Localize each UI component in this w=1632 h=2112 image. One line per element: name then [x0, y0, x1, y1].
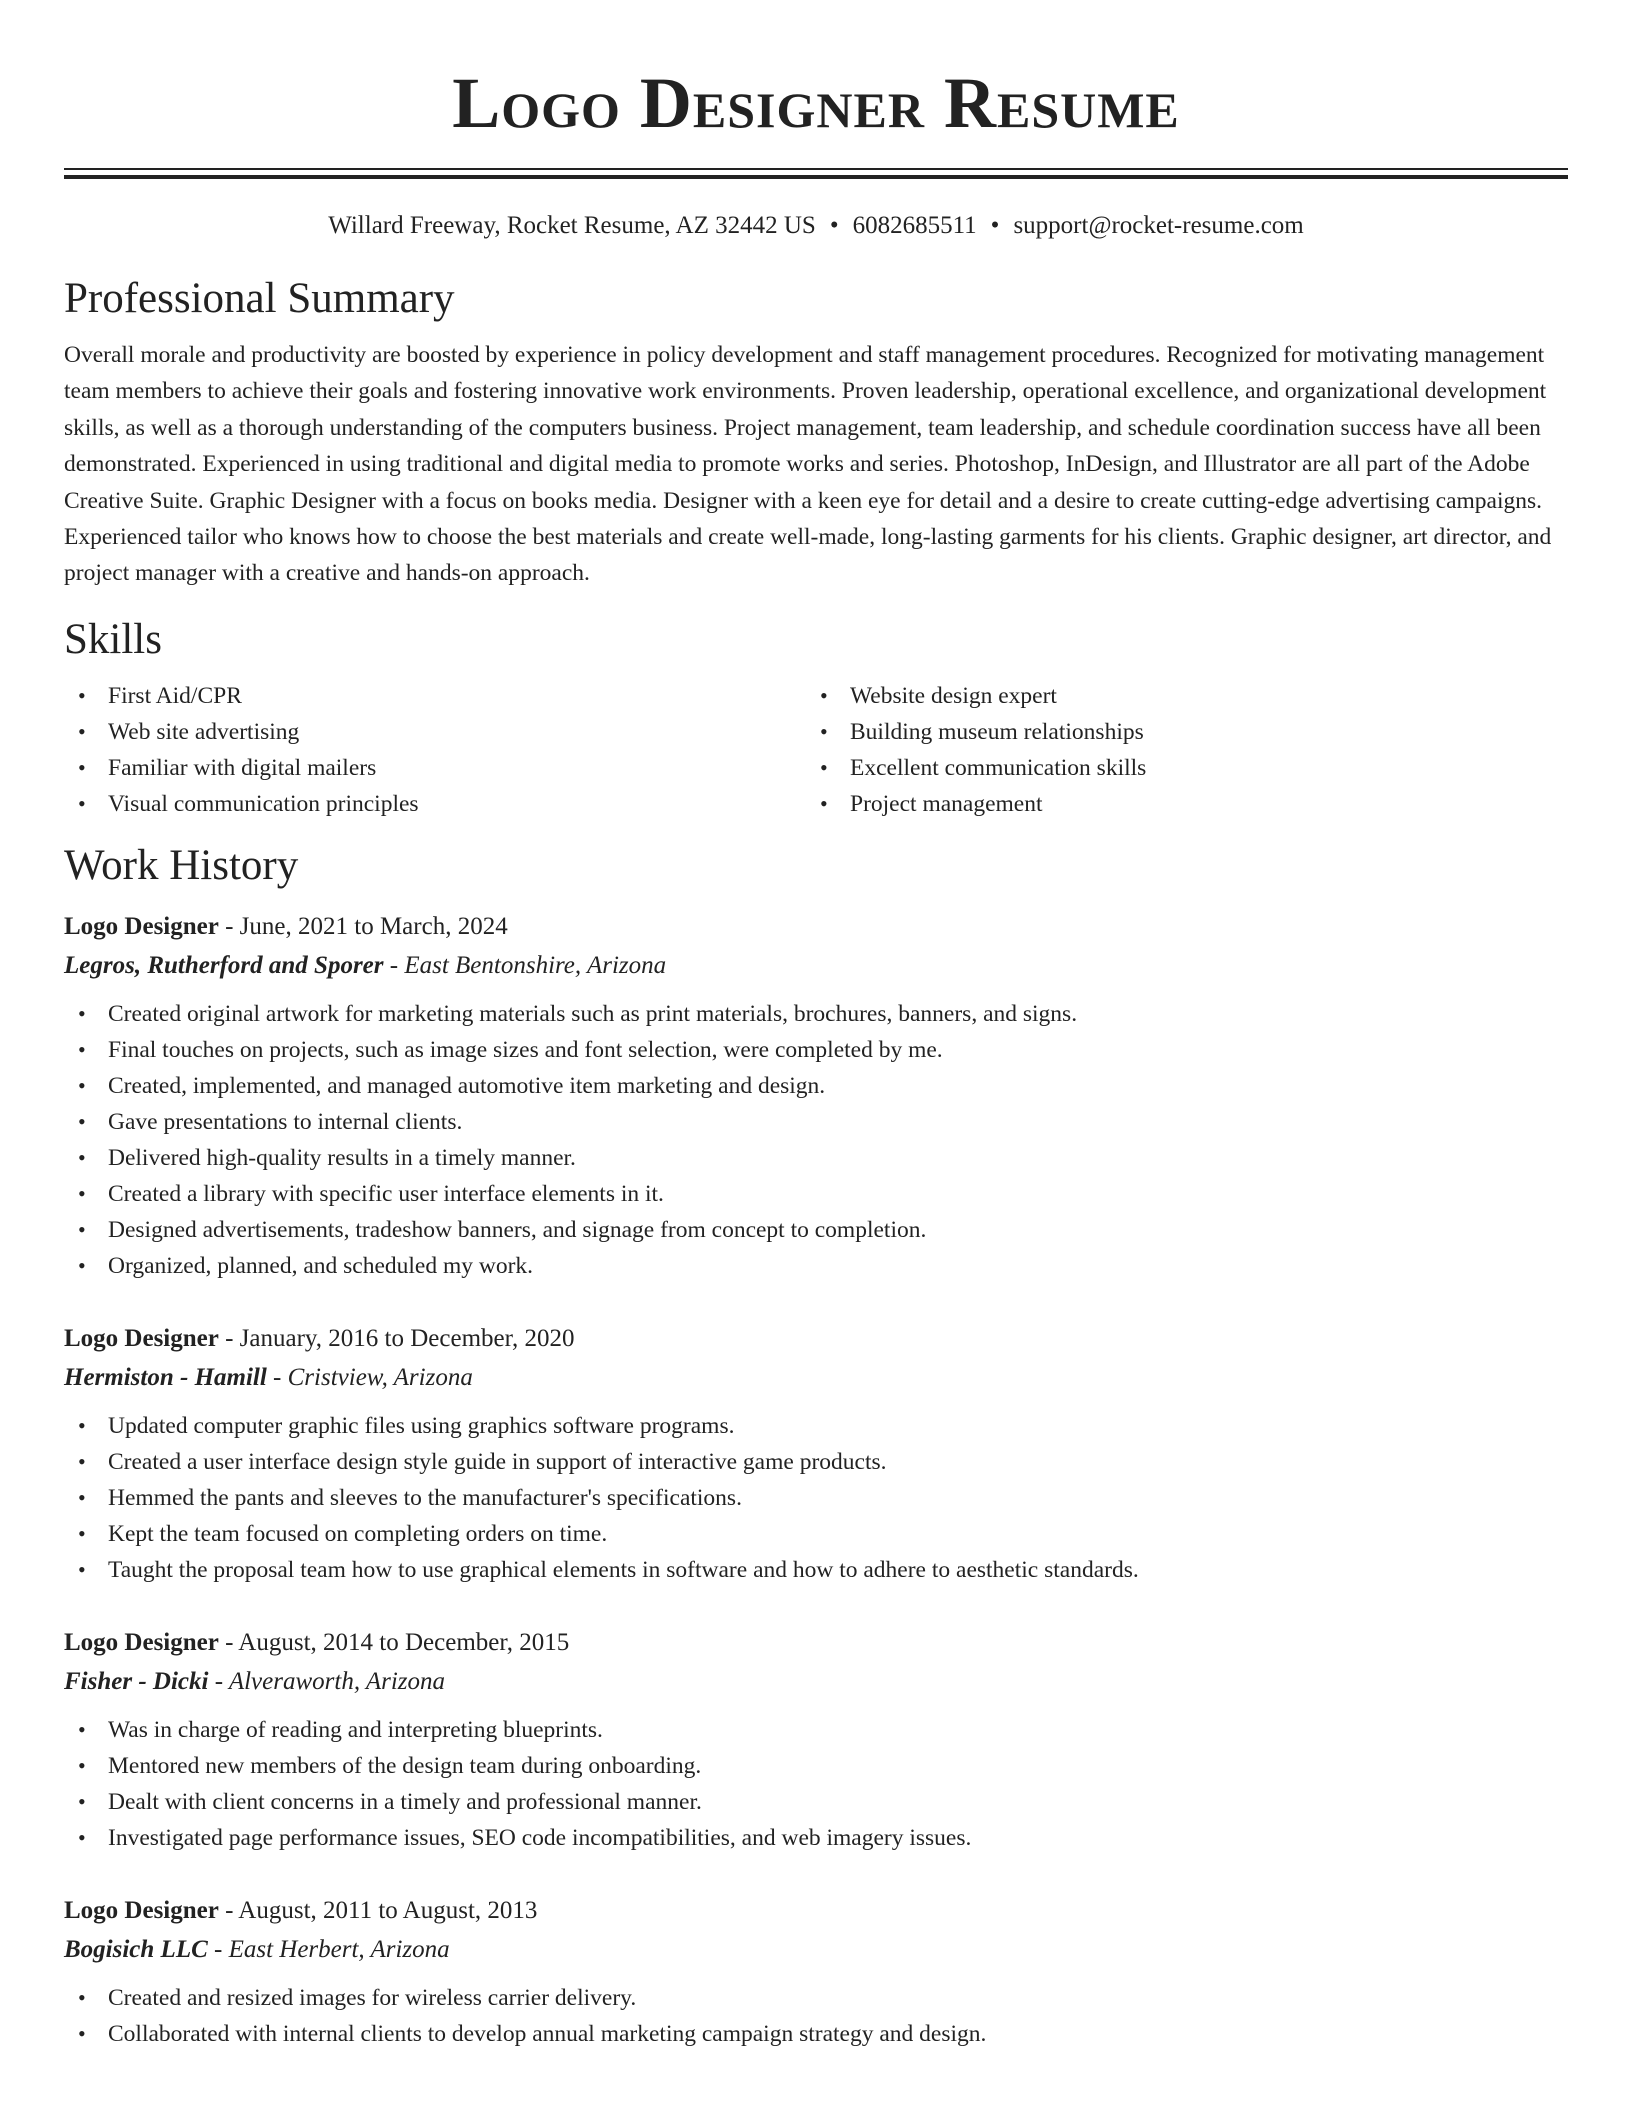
skills-column-left	[64, 678, 806, 822]
job-company: Bogisich LLC	[64, 1935, 208, 1963]
skill-item: • Visual communication principles	[64, 786, 806, 822]
job-company: Legros, Rutherford and Sporer	[64, 951, 384, 979]
job-company-line	[64, 1930, 1568, 1970]
job-location: - Cristview, Arizona	[266, 1363, 473, 1391]
job-duty: • Collaborated with internal clients to develop annual marketing campaign strategy and design.	[64, 2016, 1568, 2052]
skills-list	[64, 678, 1568, 822]
job-duty: • Created original artwork for marketing materials such as print materials, brochures, banners, and signs.	[64, 996, 1568, 1032]
skill-item: • Project management	[806, 786, 1548, 822]
job-location: - East Bentonshire, Arizona	[383, 951, 667, 979]
job-dates: - January, 2016 to December, 2020	[218, 1324, 575, 1352]
job-location: - Alveraworth, Arizona	[208, 1667, 446, 1695]
job-duty: • Designed advertisements, tradeshow banners, and signage from concept to completion.	[64, 1212, 1568, 1248]
contact-address: Willard Freeway, Rocket Resume, AZ 32442 US	[328, 212, 816, 239]
job-title-line	[64, 1320, 1568, 1358]
contact-phone: 6082685511	[852, 212, 977, 239]
job-duty: • Kept the team focused on completing orders on time.	[64, 1516, 1568, 1552]
job-duty: • Organized, planned, and scheduled my work.	[64, 1248, 1568, 1284]
job-duties	[64, 1980, 1568, 2052]
skill-item: • Excellent communication skills	[806, 750, 1548, 786]
work-history-heading: Work History	[64, 841, 299, 889]
job-duty: • Updated computer graphic files using graphics software programs.	[64, 1408, 1568, 1444]
job-duty: • Taught the proposal team how to use graphical elements in software and how to adhere to aesthetic standards.	[64, 1552, 1568, 1588]
job-company: Hermiston - Hamill	[64, 1363, 267, 1391]
job-title-line	[64, 1892, 1568, 1930]
job-entry	[64, 1320, 1568, 1588]
job-duty: • Final touches on projects, such as image sizes and font selection, were completed by me.	[64, 1032, 1568, 1068]
job-duty: • Hemmed the pants and sleeves to the manufacturer's specifications.	[64, 1480, 1568, 1516]
job-duty: • Investigated page performance issues, SEO code incompatibilities, and web imagery issues.	[64, 1820, 1568, 1856]
job-duty: • Mentored new members of the design team during onboarding.	[64, 1748, 1568, 1784]
job-entry	[64, 908, 1568, 1284]
job-duty: • Created and resized images for wireless carrier delivery.	[64, 1980, 1568, 2016]
job-entry	[64, 1892, 1568, 2052]
skill-item: • Website design expert	[806, 678, 1548, 714]
job-duty: • Delivered high-quality results in a timely manner.	[64, 1140, 1568, 1176]
contact-email: support@rocket-resume.com	[1013, 212, 1304, 239]
contact-separator: •	[829, 212, 839, 239]
job-title-line	[64, 1624, 1568, 1662]
resume-page	[64, 0, 1568, 2052]
job-duties	[64, 1408, 1568, 1588]
job-dates: - August, 2011 to August, 2013	[218, 1896, 538, 1924]
title-divider-thick	[64, 175, 1568, 179]
job-duties	[64, 1712, 1568, 1856]
job-dates: - June, 2021 to March, 2024	[218, 912, 508, 940]
skills-heading: Skills	[64, 615, 162, 663]
job-company-line	[64, 946, 1568, 986]
job-duty: • Created a user interface design style guide in support of interactive game products.	[64, 1444, 1568, 1480]
job-dates: - August, 2014 to December, 2015	[218, 1628, 570, 1656]
job-entry	[64, 1624, 1568, 1856]
skill-item: • Building museum relationships	[806, 714, 1548, 750]
job-company-line	[64, 1358, 1568, 1398]
job-duty: • Was in charge of reading and interpreting blueprints.	[64, 1712, 1568, 1748]
skill-item: • Web site advertising	[64, 714, 806, 750]
job-role: Logo Designer	[64, 1896, 219, 1924]
title-divider-thin	[64, 168, 1568, 170]
job-duty: • Dealt with client concerns in a timely and professional manner.	[64, 1784, 1568, 1820]
job-duty: • Created a library with specific user interface elements in it.	[64, 1176, 1568, 1212]
job-role: Logo Designer	[64, 1324, 219, 1352]
job-duty: • Created, implemented, and managed automotive item marketing and design.	[64, 1068, 1568, 1104]
page-title: Logo Designer Resume	[452, 63, 1180, 143]
job-company-line	[64, 1662, 1568, 1702]
job-title-line	[64, 908, 1568, 946]
skill-item: • Familiar with digital mailers	[64, 750, 806, 786]
contact-info	[64, 209, 1568, 243]
job-duty: • Gave presentations to internal clients.	[64, 1104, 1568, 1140]
summary-text: Overall morale and productivity are boosted by experience in policy development and staff management procedures. Recognized for motivating management team members to achieve their goals and fostering innovative work environments. Proven leadership, operational excellence, and organizational development skills, as well as a thorough understanding of the computers business. Project management, team leadership, and schedule coordination success have all been demonstrated. Experienced in using traditional and digital media to promote works and series. Photoshop, InDesign, and Illustrator are all part of the Adobe Creative Suite. Graphic Designer with a focus on books media. Designer with a keen eye for detail and a desire to create cutting-edge advertising campaigns. Experienced tailor who knows how to choose the best materials and create well-made, long-lasting garments for his clients. Graphic designer, art director, and project manager with a creative and hands-on approach.	[64, 342, 1552, 587]
job-company: Fisher - Dicki	[64, 1667, 209, 1695]
job-role: Logo Designer	[64, 912, 219, 940]
summary-heading: Professional Summary	[64, 275, 455, 322]
job-role: Logo Designer	[64, 1628, 219, 1656]
job-location: - East Herbert, Arizona	[207, 1935, 450, 1963]
contact-separator: •	[990, 212, 1000, 239]
job-duties	[64, 996, 1568, 1284]
skills-column-right	[806, 678, 1548, 822]
skill-item: • First Aid/CPR	[64, 678, 806, 714]
